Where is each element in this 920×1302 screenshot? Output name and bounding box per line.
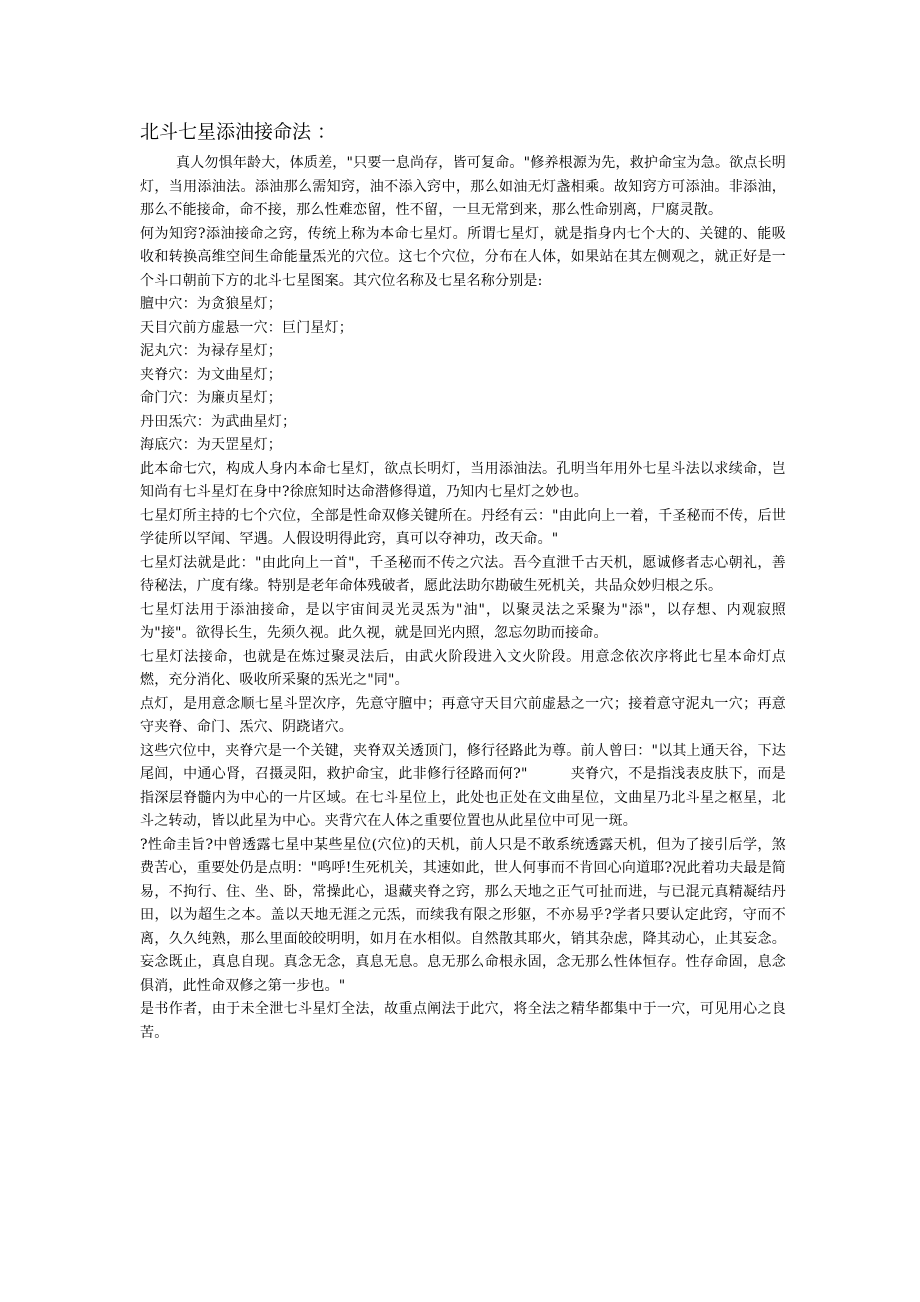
star-list-item: 天目穴前方虚悬一穴：巨门星灯； [140, 319, 353, 336]
star-list-item: 泥丸穴：为禄存星灯； [140, 343, 282, 359]
paragraph-body: ?性命圭旨?中曾透露七星中某些星位(穴位)的天机，前人只是不敢系统透露天机，但为了接引后学，煞费苦心，重要处仍是点明："鸣呼!生死机关，其速如此，世人何事而不肯回心向道耶?况此着功夫最是简易，不拘行、住、坐、卧，常操此心，退藏夹脊之窍，那么天地之正气可扯而进，与已混元真精凝结丹田，以为超生之本。盖以天地无涯之元炁，而续我有限之形躯，不亦易乎?学者只要认定此窍，守而不离，久久纯熟，那么里面皎皎明明，如月在水相似。自然散其耶火，销其杂虑，降其动心，止其妄念。妄念既止，真息自现。真念无念，真息无息。息无那么命根永固，念无那么性体恒存。性存命固，息念俱消，此性命双修之第一步也。" [140, 836, 786, 994]
document-title: 北斗七星添油接命法 ： [140, 121, 337, 143]
paragraph-body: 七星灯所主持的七个穴位，全部是性命双修关键所在。丹经有云："由此向上一着，千圣秘而不传，后世学徒所以罕闻、罕遇。人假设明得此窍，真可以夺神功，改天命。" [140, 507, 786, 547]
paragraph-what-is-qiao: 何为知窍?添油接命之窍，传统上称为本命七星灯。所谓七星灯，就是指身内七个大的、关键的、能吸收和转换高维空间生命能量炁光的穴位。这七个穴位，分布在人体，如果站在其左侧观之，就正好是一个斗口朝前下方的北斗七星图案。其穴位名称及七星名称分别是: [140, 225, 786, 289]
paragraph-body: 七星灯法接命，也就是在炼过聚灵法后，由武火阶段进入文火阶段。用意念依次序将此七星本命灯点燃，充分消化、吸收所采聚的炁光之"同"。 [140, 648, 786, 688]
document-page [140, 118, 786, 1045]
star-list-item: 命门穴：为廉贞星灯； [140, 390, 282, 406]
star-list-item: 海底穴：为天罡星灯； [140, 437, 282, 453]
star-list-item: 丹田炁穴：为武曲星灯； [140, 413, 297, 430]
paragraph-conclusion: 是书作者，由于未全泄七斗星灯全法，故重点阐法于此穴，将全法之精华都集中于一穴，可见用心之良苦。 [140, 1001, 786, 1041]
paragraph-body: 点灯，是用意念顺七星斗罡次序，先意守膻中；再意守天目穴前虚悬之一穴；接着意守泥丸一穴；再意守夹脊、命门、炁穴、阴跷诸穴。 [140, 695, 786, 735]
paragraph-body: 这些穴位中，夹脊穴是一个关键，夹脊双关透顶门，修行径路此为尊。前人曾曰："以其上通天谷，下达尾闾，中通心肾，召摄灵阳，救护命宝，此非修行径路而何?" 夹脊穴，不是指浅表皮肤下，而是指深层脊髓内为中心的一片区域。在七斗星位上，此处也正处在文曲星位，文曲星乃北斗星之枢星，北斗之转动，皆以此星为中心。夹背穴在人体之重要位置也从此星位中可见一斑。 [140, 742, 786, 829]
paragraph-body: 此本命七穴，构成人身内本命七星灯，欲点长明灯，当用添油法。孔明当年用外七星斗法以求续命，岂知尚有七斗星灯在身中?徐庶知时达命潜修得道，乃知内七星灯之妙也。 [140, 460, 786, 500]
paragraph-intro: 真人勿惧年龄大，体质差，"只要一息尚存，皆可复命。"修养根源为先，救护命宝为急。欲点长明灯，当用添油法。添油那么需知窍，油不添入窍中，那么如油无灯盏相乘。故知窍方可添油。非添油，那么不能接命，命不接，那么性难恋留，性不留，一旦无常到来，那么性命别离，尸腐灵散。 [140, 155, 786, 218]
star-list-item: 夹脊穴：为文曲星灯； [140, 366, 282, 383]
paragraph-body: 七星灯法就是此："由此向上一首"，千圣秘而不传之穴法。吾今直泄千古天机，愿诚修者志心朝礼，善待秘法，广度有缘。特别是老年命体残破者，愿此法助尔勘破生死机关，共品众妙归根之乐。 [140, 554, 786, 594]
star-list-item: 膻中穴：为贪狼星灯； [140, 296, 282, 312]
paragraph-body: 七星灯法用于添油接命，是以宇宙间灵光灵炁为"油"，以聚灵法之采聚为"添"，以存想、内观寂照为"接"。欲得长生，先须久视。此久视，就是回光内照，忽忘勿助而接命。 [140, 601, 786, 641]
